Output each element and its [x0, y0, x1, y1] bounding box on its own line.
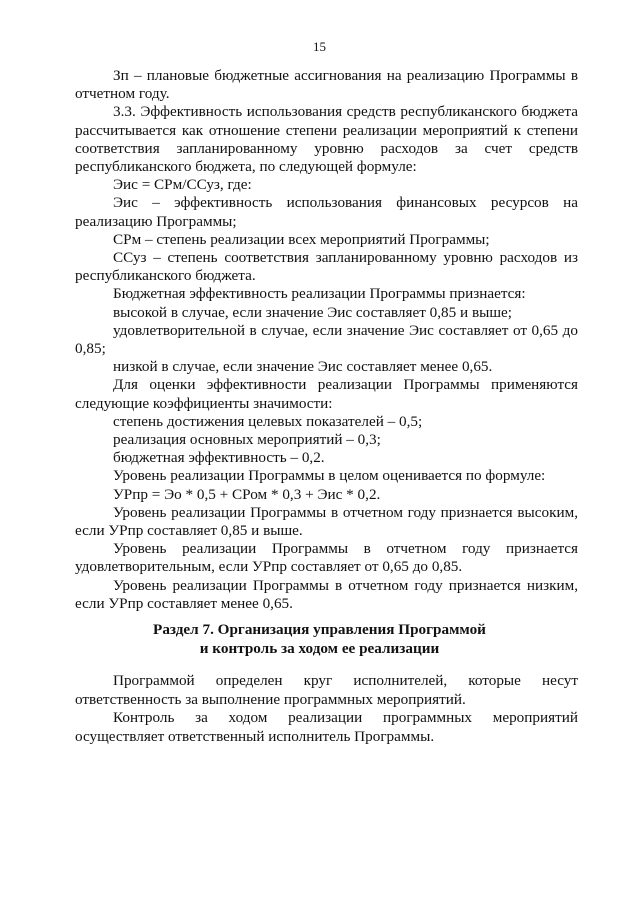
paragraph: ССуз – степень соответствия запланированному уровню расходов из республиканского бюджета.	[75, 249, 578, 285]
paragraph: СРм – степень реализации всех мероприятий Программы;	[113, 230, 490, 248]
paragraph: бюджетная эффективность – 0,2.	[113, 449, 325, 467]
section-heading	[0, 620, 639, 658]
section-title-line-1: Раздел 7. Организация управления Программой	[153, 621, 486, 638]
paragraph: Программой определен круг исполнителей, которые несут ответственность за выполнение программных мероприятий.	[75, 672, 578, 708]
formula: УРпр = Эо * 0,5 + СРом * 0,3 + Эис * 0,2.	[113, 485, 381, 503]
paragraph: Для оценки эффективности реализации Программы применяются следующие коэффициенты значимости:	[75, 376, 578, 412]
paragraph: Уровень реализации Программы в отчетном году признается удовлетворительным, если УРпр составляет от 0,65 до 0,85.	[75, 540, 578, 576]
paragraph: Уровень реализации Программы в целом оценивается по формуле:	[113, 467, 546, 485]
paragraph: степень достижения целевых показателей – 0,5;	[113, 412, 423, 430]
section-title-line-2: и контроль за ходом ее реализации	[199, 640, 440, 657]
paragraph: Эис – эффективность использования финансовых ресурсов на реализацию Программы;	[75, 194, 578, 230]
paragraph: низкой в случае, если значение Эис составляет менее 0,65.	[113, 358, 493, 376]
page-number: 15	[313, 39, 326, 54]
formula: Эис = СРм/ССуз, где:	[113, 176, 252, 194]
paragraph: Зп – плановые бюджетные ассигнования на реализацию Программы в отчетном году.	[75, 67, 578, 103]
paragraph: 3.3. Эффективность использования средств республиканского бюджета рассчитывается как отношение степени реализации мероприятий к степени соответствия запланированному уровню расходов за счет средств республиканского бюджета, по следующей формуле:	[75, 103, 578, 176]
paragraph: Бюджетная эффективность реализации Программы признается:	[113, 285, 526, 303]
paragraph: Контроль за ходом реализации программных мероприятий осуществляет ответственный исполнитель Программы.	[75, 709, 578, 745]
paragraph: Уровень реализации Программы в отчетном году признается низким, если УРпр составляет менее 0,65.	[75, 576, 578, 612]
section-body-text	[75, 672, 578, 746]
body-text	[75, 67, 578, 613]
paragraph: удовлетворительной в случае, если значение Эис составляет от 0,65 до 0,85;	[75, 321, 578, 358]
paragraph: Уровень реализации Программы в отчетном году признается высоким, если УРпр составляет 0,85 и выше.	[75, 503, 578, 540]
paragraph: реализация основных мероприятий – 0,3;	[113, 431, 381, 449]
paragraph: высокой в случае, если значение Эис составляет 0,85 и выше;	[113, 303, 512, 321]
